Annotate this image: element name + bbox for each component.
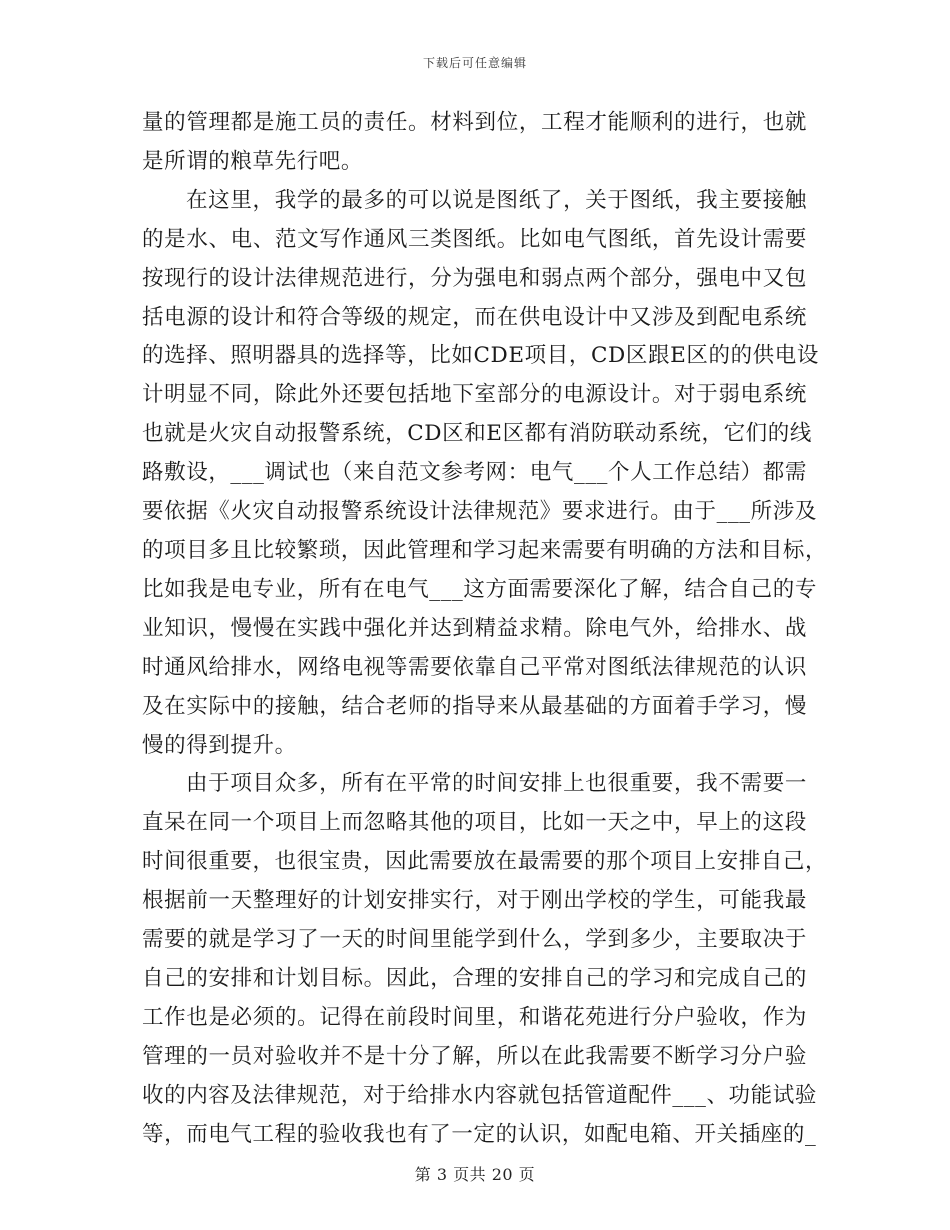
paragraph-3 xyxy=(142,765,828,1154)
paragraph-line: 按现行的设计法律规范进行，分为强电和弱点两个部分，强电中又包 xyxy=(142,265,807,291)
paragraph-line: 路敷设，___调试也（来自范文参考网：电气___个人工作总结）都需 xyxy=(142,460,807,486)
paragraph-1 xyxy=(142,104,807,182)
paragraph-line: 直呆在同一个项目上而忽略其他的项目，比如一天之中，早上的这段 xyxy=(142,810,807,836)
paragraph-line: 自己的安排和计划目标。因此，合理的安排自己的学习和完成自己的 xyxy=(142,965,807,991)
paragraph-2 xyxy=(142,182,828,766)
page-header: 下载后可任意编辑 xyxy=(422,56,527,70)
paragraph-line: 是所谓的粮草先行吧。 xyxy=(142,148,364,174)
page-footer: 第 3 页共 20 页 xyxy=(414,1165,536,1184)
paragraph-line: 要依据《火灾自动报警系统设计法律规范》要求进行。由于___所涉及 xyxy=(142,499,817,525)
paragraph-line: 时通风给排水，网络电视等需要依靠自己平常对图纸法律规范的认识 xyxy=(142,654,807,680)
paragraph-line: 在这里，我学的最多的可以说是图纸了，关于图纸，我主要接触 xyxy=(186,187,807,213)
paragraph-line: 等，而电气工程的验收我也有了一定的认识，如配电箱、开关插座的_ xyxy=(142,1121,817,1147)
paragraph-line: 括电源的设计和符合等级的规定，而在供电设计中又涉及到配电系统 xyxy=(142,304,807,330)
paragraph-line: 工作也是必须的。记得在前段时间里，和谐花苑进行分户验收，作为 xyxy=(142,1004,807,1030)
paragraph-line: 管理的一员对验收并不是十分了解，所以在此我需要不断学习分户验 xyxy=(142,1043,807,1069)
paragraph-line: 量的管理都是施工员的责任。材料到位，工程才能顺利的进行，也就 xyxy=(142,110,807,135)
paragraph-line: 的项目多且比较繁琐，因此管理和学习起来需要有明确的方法和目标， xyxy=(142,537,828,563)
document-body xyxy=(142,104,828,1154)
paragraph-line: 计明显不同，除此外还要包括地下室部分的电源设计。对于弱电系统 xyxy=(142,382,807,408)
paragraph-line: 业知识，慢慢在实践中强化并达到精益求精。除电气外，给排水、战 xyxy=(142,615,807,641)
paragraph-line: 比如我是电专业，所有在电气___这方面需要深化了解，结合自己的专 xyxy=(142,576,817,602)
paragraph-line: 的选择、照明器具的选择等，比如CDE项目，CD区跟E区的的供电设 xyxy=(142,343,819,369)
paragraph-line: 慢的得到提升。 xyxy=(142,732,297,758)
paragraph-line: 的是水、电、范文写作通风三类图纸。比如电气图纸，首先设计需要 xyxy=(142,226,807,252)
paragraph-line: 及在实际中的接触，结合老师的指导来从最基础的方面着手学习，慢 xyxy=(142,693,807,719)
paragraph-line: 也就是火灾自动报警系统，CD区和E区都有消防联动系统，它们的线 xyxy=(142,421,812,447)
paragraph-line: 时间很重要，也很宝贵，因此需要放在最需要的那个项目上安排自己， xyxy=(142,849,828,875)
paragraph-line: 由于项目众多，所有在平常的时间安排上也很重要，我不需要一 xyxy=(186,771,807,797)
paragraph-line: 收的内容及法律规范，对于给排水内容就包括管道配件___、功能试验 xyxy=(142,1082,817,1108)
paragraph-line: 需要的就是学习了一天的时间里能学到什么，学到多少，主要取决于 xyxy=(142,927,807,953)
paragraph-line: 根据前一天整理好的计划安排实行，对于刚出学校的学生，可能我最 xyxy=(142,888,807,914)
